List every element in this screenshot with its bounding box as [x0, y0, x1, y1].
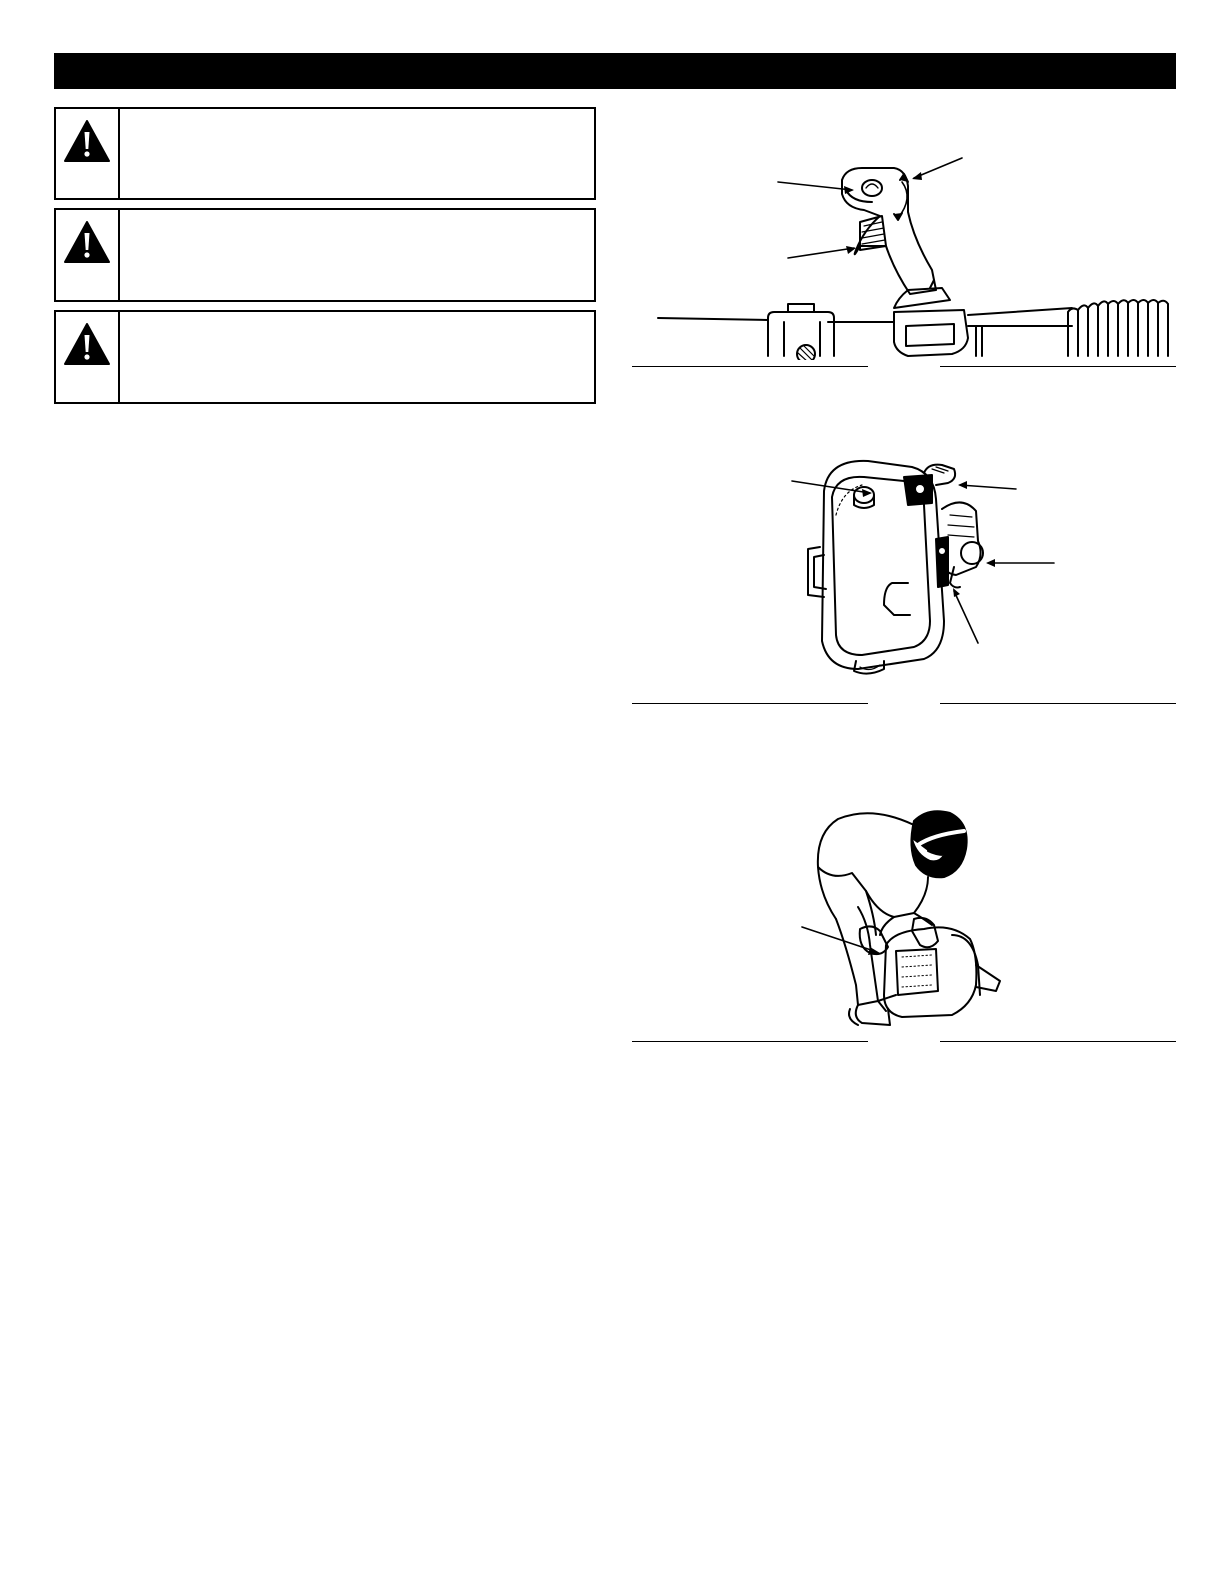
engine-housing-illustration [632, 455, 1176, 700]
warning-icon-cell [56, 210, 120, 300]
caption-rule-right [940, 1041, 1176, 1042]
caption-rule-left [632, 1041, 868, 1042]
warning-icon-cell [56, 312, 120, 402]
warning-triangle-icon [63, 119, 111, 163]
warning-icon-cell [56, 109, 120, 198]
caption-rule-right [940, 366, 1176, 367]
throttle-handle-illustration [632, 150, 1176, 360]
caption-rule-left [632, 366, 868, 367]
warning-triangle-icon [63, 220, 111, 264]
operator-starting-figure [632, 795, 1176, 1040]
warning-box-1 [54, 107, 596, 200]
warning-triangle-icon [63, 322, 111, 366]
warning-box-2 [54, 208, 596, 302]
section-header-bar [54, 53, 1176, 89]
caption-rule-left [632, 703, 868, 704]
warning-box-3 [54, 310, 596, 404]
engine-housing-figure [632, 455, 1176, 700]
throttle-handle-figure [632, 150, 1176, 360]
operator-starting-illustration [632, 795, 1176, 1040]
caption-rule-right [940, 703, 1176, 704]
